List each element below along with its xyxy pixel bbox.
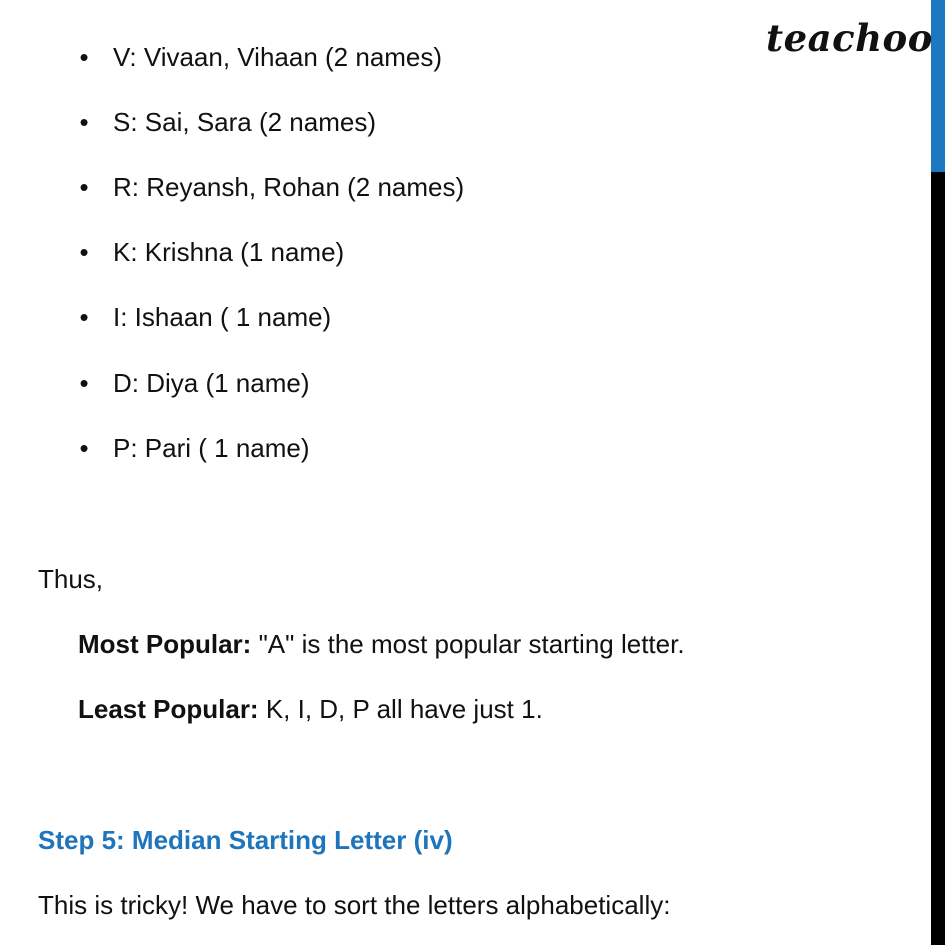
least-popular-line	[78, 689, 543, 729]
list-item-text: V: Vivaan, Vihaan (2 names)	[113, 42, 443, 72]
list-item	[0, 37, 760, 77]
bullet-icon: •	[79, 107, 89, 137]
list-item	[0, 167, 760, 207]
list-item-text: K: Krishna (1 name)	[113, 237, 345, 267]
list-item-text: I: Ishaan ( 1 name)	[113, 302, 332, 332]
bullet-icon: •	[79, 237, 89, 267]
most-popular-text: "A" is the most popular starting letter.	[251, 629, 685, 659]
bullet-icon: •	[79, 368, 89, 398]
list-item-text: D: Diya (1 name)	[113, 368, 310, 398]
bullet-icon: •	[79, 42, 89, 72]
conclusion-intro: Thus,	[38, 564, 104, 594]
step-5-body: This is tricky! We have to sort the letters alphabetically:	[38, 890, 671, 920]
most-popular-label: Most Popular:	[78, 629, 252, 659]
scrollbar-thumb[interactable]	[931, 0, 945, 172]
least-popular-text: K, I, D, P all have just 1.	[258, 694, 543, 724]
list-item-text: P: Pari ( 1 name)	[113, 433, 310, 463]
bullet-icon: •	[79, 172, 89, 202]
list-item	[0, 297, 760, 337]
list-item	[0, 363, 760, 403]
step-5-heading: Step 5: Median Starting Letter (iv)	[38, 825, 453, 855]
most-popular-line	[78, 624, 685, 664]
least-popular-label: Least Popular:	[78, 694, 259, 724]
bullet-icon: •	[79, 302, 89, 332]
list-item-text: S: Sai, Sara (2 names)	[113, 107, 376, 137]
teachoo-logo: teachoo	[766, 16, 933, 60]
list-item	[0, 232, 760, 272]
bullet-icon: •	[79, 433, 89, 463]
list-item	[0, 102, 760, 142]
list-item	[0, 428, 760, 468]
list-item-text: R: Reyansh, Rohan (2 names)	[113, 172, 465, 202]
scrollbar[interactable]	[931, 0, 945, 945]
